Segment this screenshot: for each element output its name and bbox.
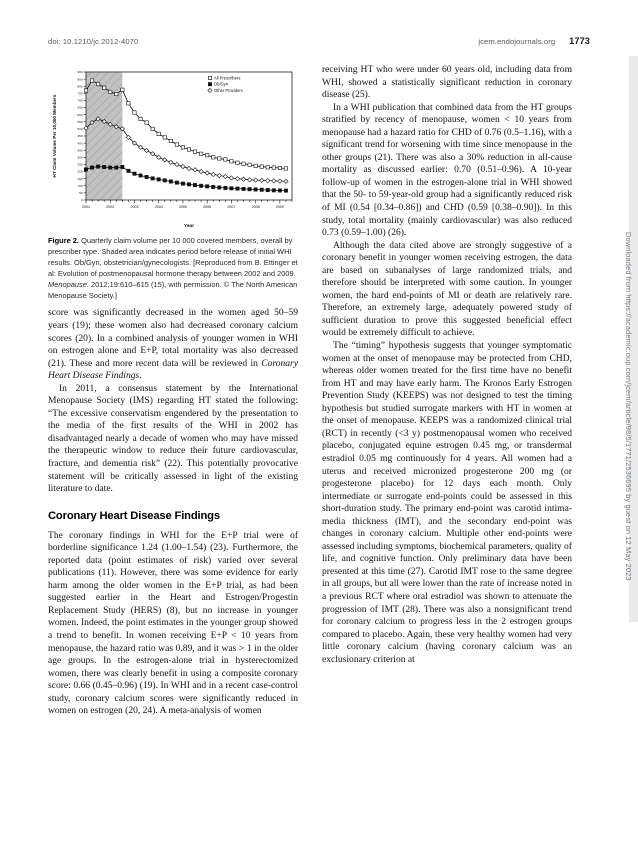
svg-text:0: 0 (80, 198, 83, 203)
svg-text:2008: 2008 (251, 205, 260, 210)
figure-caption-tail: 2012;19:610–615 (15), with permission. © The North American Menopause Society.] (48, 279, 298, 300)
svg-text:600: 600 (77, 112, 83, 117)
legend-label-2: Other Providers (214, 87, 243, 93)
svg-text:2004: 2004 (154, 205, 163, 210)
chart-svg (48, 64, 298, 232)
paragraph-right-1: receiving HT who were under 60 years old, including data from WHI, showed a statistically significant reduction in coronary disease (25). (322, 64, 572, 101)
section-heading-coronary-heart-disease-findings: Coronary Heart Disease Findings (48, 509, 220, 522)
svg-text:800: 800 (77, 84, 83, 89)
doi-text: doi: 10.1210/jc.2012-4070 (48, 37, 139, 46)
svg-text:150: 150 (77, 176, 83, 181)
svg-text:900: 900 (77, 70, 83, 75)
svg-text:2002: 2002 (106, 205, 115, 210)
figure-caption-journal: Menopause. (48, 279, 89, 289)
journal-url[interactable]: jcem.endojournals.org (478, 37, 556, 46)
svg-text:2007: 2007 (227, 205, 236, 210)
paragraph-left-1-tail: . (139, 370, 142, 382)
figure-label: Figure 2. (48, 236, 79, 245)
svg-text:650: 650 (77, 105, 83, 110)
paragraph-left-1-text: score was significantly decreased in the women aged 50–59 years (19); these women also had decreased coronary calcium scores (20). In a combined analysis of younger women in WHI on estrogen alone and E+P, total mortality was also decreased (21). These and more recent data will be reviewed in (48, 307, 298, 369)
y-axis-title: HT Claim Volume Per 10,000 Members (52, 94, 57, 178)
svg-text:2009: 2009 (275, 205, 284, 210)
svg-text:2001: 2001 (82, 205, 90, 210)
right-column (322, 64, 572, 666)
svg-text:350: 350 (77, 148, 83, 153)
svg-text:450: 450 (77, 134, 83, 139)
paragraph-right-3: Although the data cited above are strongly suggestive of a coronary benefit in younger women receiving estrogen, the data are based on subanalyses of large randomized trials, and therefore should be interpreted with some caution. In younger women, the hard end-points of MI or death are relatively rare. Therefore, an extremely large, adequately powered study of sufficient duration to prove this suggested beneficial effect would be extremely difficult to achieve. (322, 239, 572, 339)
paragraph-right-2: In a WHI publication that combined data from the HT groups stratified by recency of menopause, women < 10 years from menopause had a hazard ratio for CHD of 0.76 (0.5–1.16), with a significant trend for worsening with time since menopause in the other groups (21). There was also a 30% reduction in all-cause mortality as discussed earlier: 0.70 (0.51–0.96). A 10-year follow-up of women in the estrogen-alone trial in WHI showed that the 50- to 59-year-old group had a significantly reduced risk of MI (0.54 [0.34–0.86]) and CHD (0.59 [0.38–0.90]). In this study, total mortality (mainly cardiovascular) was also reduced 0.73 (0.59–1.00) (26). (322, 101, 572, 239)
svg-text:850: 850 (77, 77, 83, 82)
figure-caption (48, 236, 298, 301)
svg-text:750: 750 (77, 91, 83, 96)
page-number: 1773 (569, 36, 590, 46)
svg-text:550: 550 (77, 119, 83, 124)
svg-text:50: 50 (79, 191, 83, 196)
chart-ht-claim-volume (48, 64, 298, 232)
legend-label-1: Ob/Gyn (214, 81, 229, 87)
svg-text:300: 300 (77, 155, 83, 160)
download-notice-text: Downloaded from https://academic.oup.com/jcem/article/98/5/1771/2536695 by guest on 12 May 2023 (624, 232, 633, 581)
x-axis-ticks (82, 200, 292, 209)
paragraph-left-1-italic: Coronary Heart Disease Findings (48, 357, 298, 382)
svg-text:2005: 2005 (178, 205, 187, 210)
paragraph-left-2: In 2011, a consensus statement by the International Menopause Society (IMS) regarding HT stated the following: “The excessive conservatism engendered by the presentation to the media of the first results of the WHI in 2002 has disadvantaged nearly a decade of women who may have missed the therapeutic window to reduce their future cardiovascular, fracture, and dementia risk” (22). This potentially provocative statement will be critically assessed in light of the existing literature to date. (48, 382, 298, 495)
svg-text:250: 250 (77, 162, 83, 167)
svg-text:500: 500 (77, 127, 83, 132)
svg-text:400: 400 (77, 141, 83, 146)
running-head-right (478, 36, 590, 46)
running-head (48, 36, 590, 46)
paragraph-left-1 (48, 307, 298, 382)
svg-text:2006: 2006 (203, 205, 212, 210)
download-notice (622, 232, 636, 662)
figure-caption-text: Quarterly claim volume per 10 000 covered members, overall by prescriber type. Shaded area indicates period before release of initial WHI results. Ob/Gyn, obstetrician/gynecologists. [Reproduced from B. Ettinger et al: Evolution of postmenopausal hormone therapy between 2002 and 2009. (48, 236, 298, 278)
figure-2 (48, 64, 298, 301)
left-column (48, 64, 298, 718)
paragraph-left-3: The coronary findings in WHI for the E+P trial were of borderline significance 1.24 (1.00–1.54) (23). Furthermore, the reported data (point estimates of risk) varied over several publications (11). However, there was some evidence for early harm among the older women in the E+P trial, as had been suggested earlier in the Heart and Estrogen/Progestin Replacement Study (HERS) (8), but no increase in younger women. Indeed, the point estimates in the younger group showed a trend to benefit. In women receiving E+P < 10 years from menopause, the hazard ratio was 0.89, and it was > 1 in the older age groups. In the estrogen-alone trial in hysterectomized women, there was clearly benefit in using a composite coronary score: 0.66 (0.45–0.96) (19). In WHI and in a recent case-control study, coronary calcium scores were significantly reduced in women on estrogen (20, 24). A meta-analysis of women (48, 529, 298, 717)
legend-label-0: All Prescribers (214, 75, 241, 81)
x-axis-title: Year (183, 224, 195, 229)
svg-text:2003: 2003 (130, 205, 139, 210)
paragraph-right-4: The “timing” hypothesis suggests that younger symptomatic women at the onset of menopause may be protected from CHD, whereas older women treated for the first time have no benefit from HT and may have early harm. The Kronos Early Estrogen Prevention Study (KEEPS) was not designed to test the timing hypothesis but studied surrogate markers with HT in women at the onset of menopause. KEEPS was a randomized clinical trial (RCT) in recently (<3 y) postmenopausal women who received placebo, conjugated equine estrogen 0.45 mg, or transdermal estradiol 0.05 mg continuously for 4 years. All women had a uterus and received micronized progesterone 200 mg (or progesterone placebo) for 12 days each month. Only intermediate or surrogate end-points could be assessed in this short-duration study. The primary end-point was carotid intima-media thickness (IMT), and the secondary end-point was changes in coronary calcium. Multiple other end-points were assessed including symptoms, biochemical parameters, quality of life, and cognitive function. Only preliminary data have been presented at this time (27). Carotid IMT rose to the same degree in all groups, but all were lower than the rate of increase noted in a previous RCT where oral estradiol was shown to attenuate the progression of IMT (28). There was also a nonsignificant trend for coronary calcium to progress less in the 2 estrogen groups compared to placebo. Again, these very healthy women had very little coronary calcium (having coronary calcium was an exclusionary criterion at (322, 340, 572, 665)
svg-text:100: 100 (77, 183, 83, 188)
svg-text:200: 200 (77, 169, 83, 174)
svg-text:700: 700 (77, 98, 83, 103)
